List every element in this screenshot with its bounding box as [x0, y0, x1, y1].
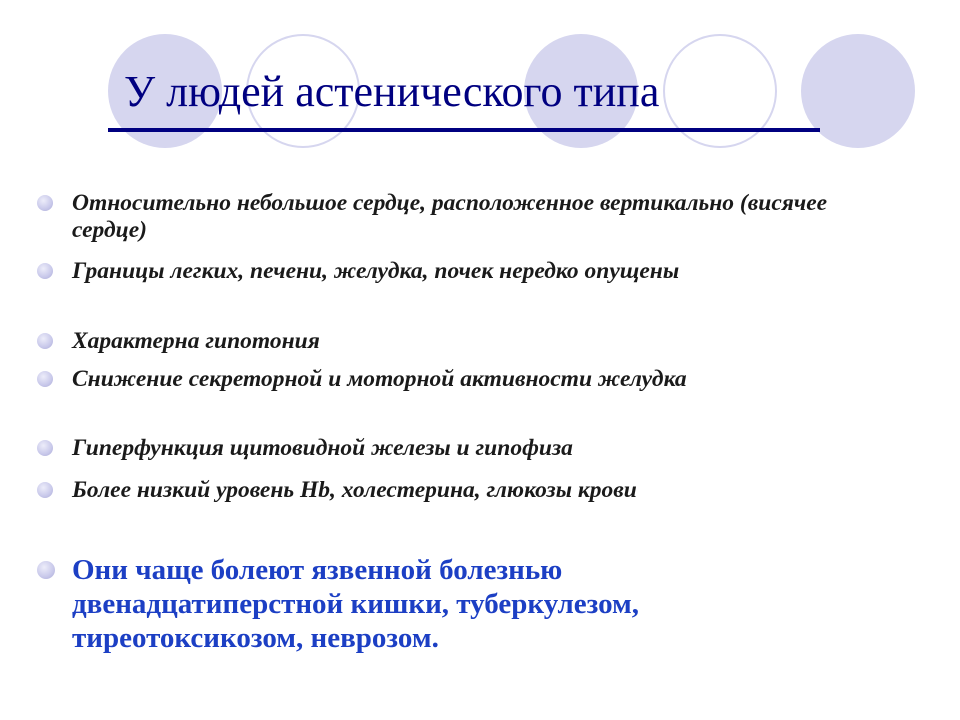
bullet-text: Снижение секреторной и моторной активности желудка [72, 366, 687, 392]
bullet-icon [37, 263, 53, 279]
slide-title: У людей астенического типа [124, 67, 660, 116]
bullet-text: Характерна гипотония [72, 328, 320, 354]
bullet-icon [37, 195, 53, 211]
bullet-icon [37, 482, 53, 498]
bullet-icon [37, 561, 55, 579]
bullet-icon [37, 440, 53, 456]
bullet-text: Более низкий уровень Hb, холестерина, глюкозы крови [72, 477, 637, 503]
conclusion-text: Они чаще болеют язвенной болезнью двенадцатиперстной кишки, туберкулезом, тиреотоксикозом, неврозом. [72, 554, 640, 654]
bullet-icon [37, 333, 53, 349]
title-underline [108, 128, 820, 132]
bullet-text: Границы легких, печени, желудка, почек нередко опущены [72, 258, 680, 284]
bullet-icon [37, 371, 53, 387]
bullet-text: Относительно небольшое сердце, расположенное вертикально (висячее сердце) [72, 190, 828, 243]
bullet-text: Гиперфункция щитовидной железы и гипофиза [72, 435, 573, 461]
